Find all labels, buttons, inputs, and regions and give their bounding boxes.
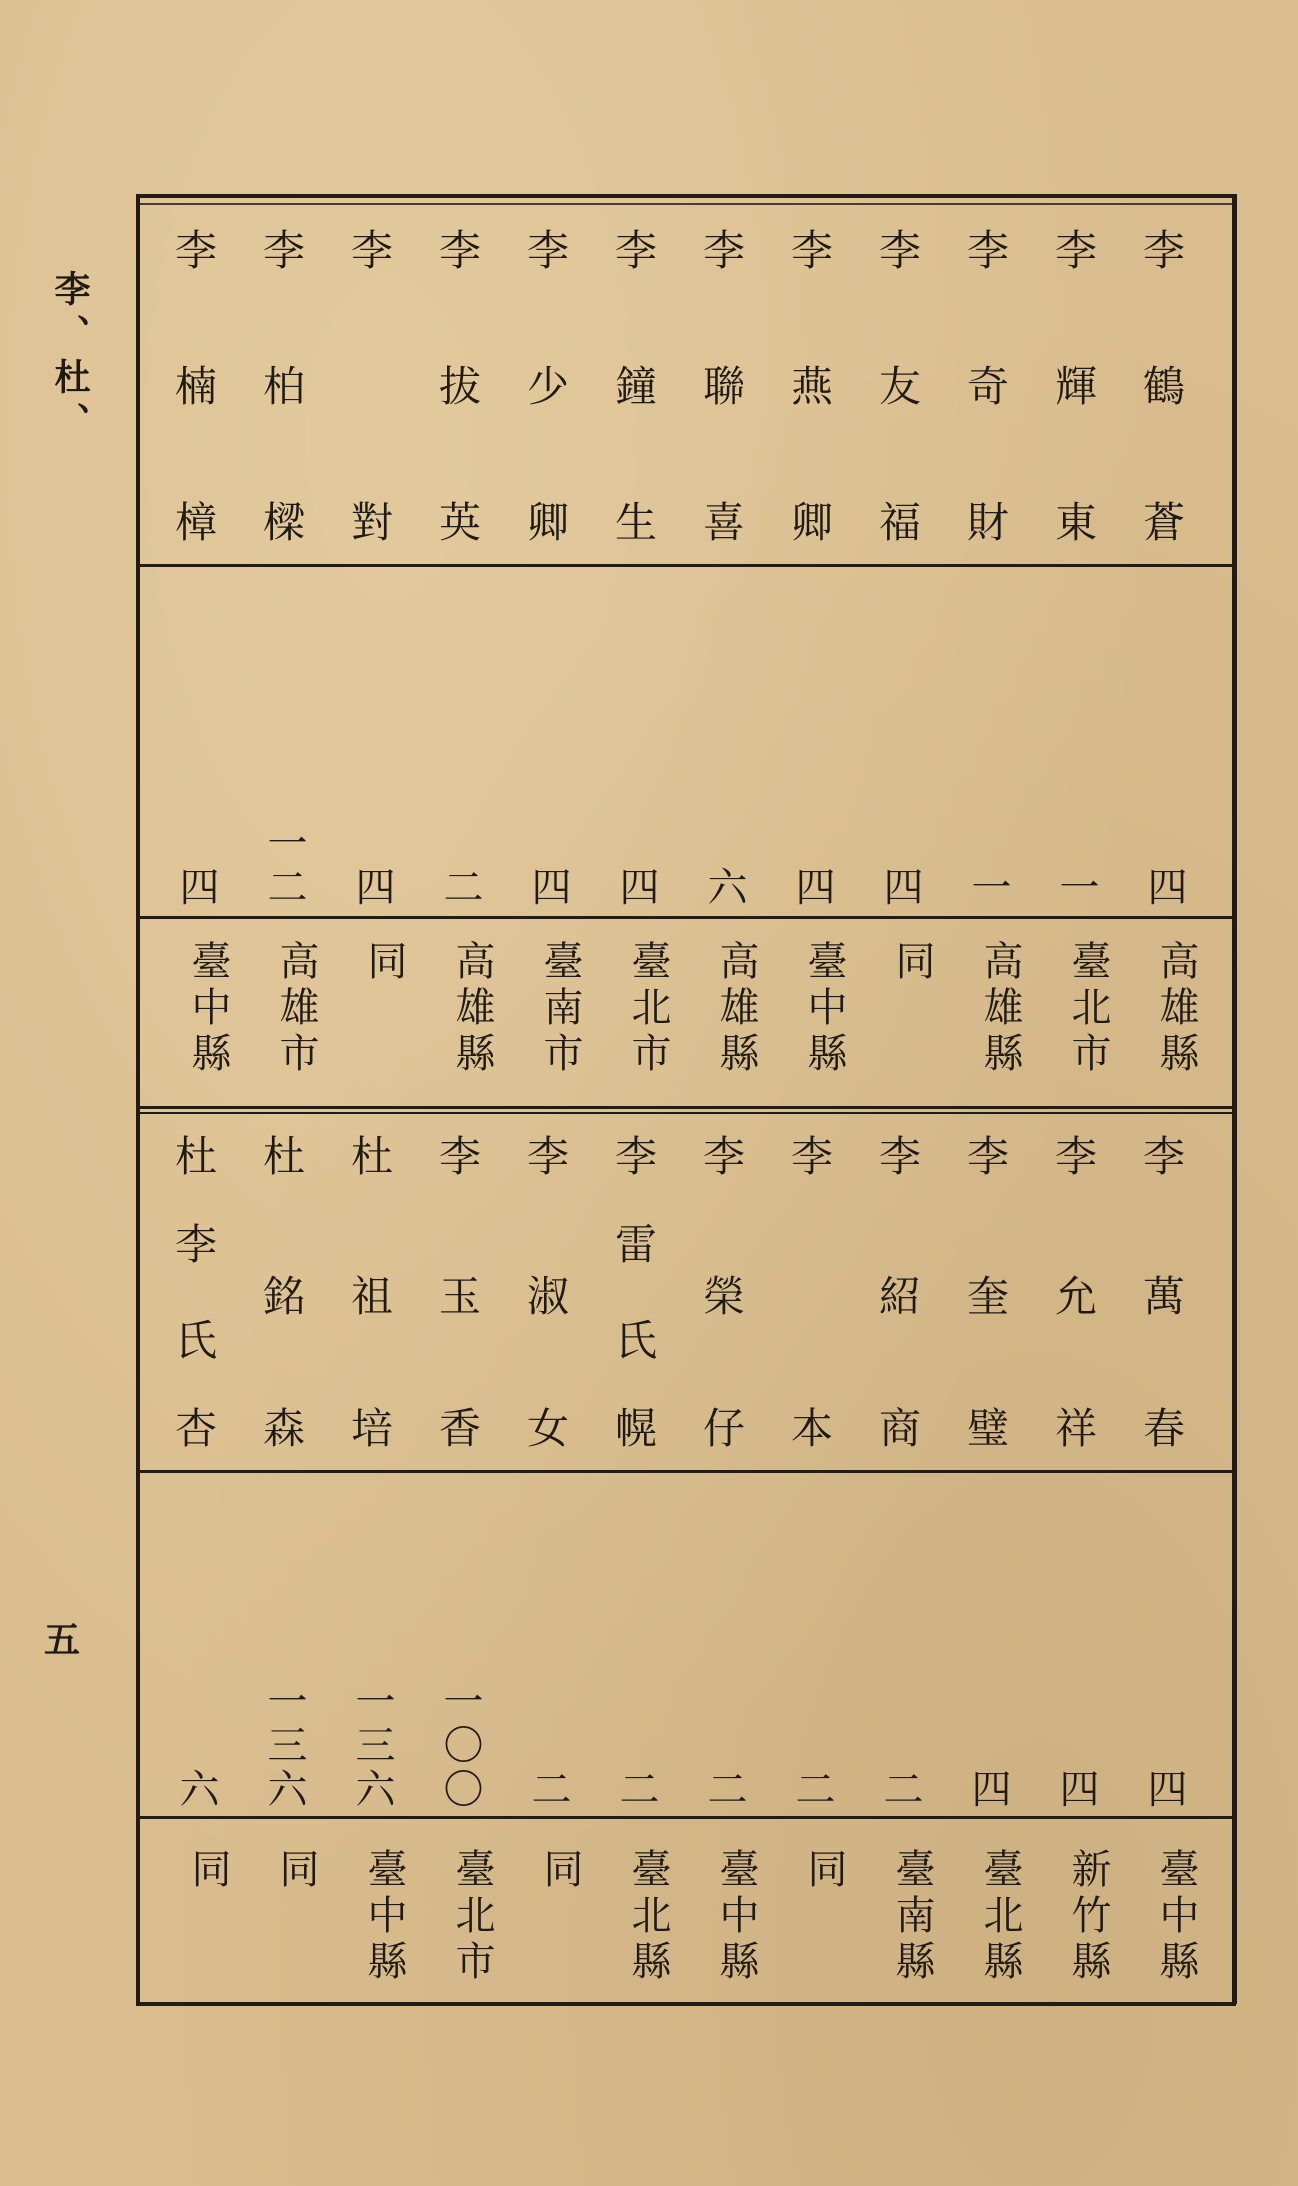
name-char: 允 bbox=[1054, 1272, 1097, 1321]
entry-place: 臺北市 bbox=[625, 940, 671, 1078]
name-char: 雷 bbox=[614, 1220, 657, 1269]
name-char: 聯 bbox=[702, 362, 745, 411]
entry-number: 二 bbox=[525, 1768, 571, 1812]
name-char: 李 bbox=[350, 226, 393, 275]
name-char: 李 bbox=[1142, 226, 1185, 275]
name-char: 燕 bbox=[790, 362, 833, 411]
entry-place: 新竹縣 bbox=[1065, 1848, 1111, 1986]
name-char: 李 bbox=[966, 226, 1009, 275]
entry-number: 一〇〇 bbox=[437, 1680, 483, 1812]
name-char: 氏 bbox=[614, 1316, 657, 1365]
divider-lower-numbers bbox=[140, 1816, 1232, 1819]
table-border-top bbox=[138, 194, 1236, 198]
entry-place: 臺南縣 bbox=[889, 1848, 935, 1986]
name-char: 璧 bbox=[966, 1404, 1009, 1453]
name-char: 李 bbox=[438, 226, 481, 275]
name-char: 幌 bbox=[614, 1404, 657, 1453]
name-char: 樟 bbox=[174, 498, 217, 547]
name-char: 杏 bbox=[174, 1404, 217, 1453]
entry-place: 臺北市 bbox=[449, 1848, 495, 1986]
entry-place: 臺北縣 bbox=[977, 1848, 1023, 1986]
name-char: 李 bbox=[174, 1220, 217, 1269]
name-char: 培 bbox=[350, 1404, 393, 1453]
name-char: 李 bbox=[174, 226, 217, 275]
name-char: 友 bbox=[878, 362, 921, 411]
entry-place: 同 bbox=[361, 940, 407, 986]
name-char: 李 bbox=[614, 226, 657, 275]
divider-upper-numbers bbox=[140, 916, 1232, 919]
name-char: 李 bbox=[438, 1132, 481, 1181]
name-char: 香 bbox=[438, 1404, 481, 1453]
name-char: 祥 bbox=[1054, 1404, 1097, 1453]
name-char: 李 bbox=[878, 226, 921, 275]
name-char: 氏 bbox=[174, 1316, 217, 1365]
name-char: 祖 bbox=[350, 1272, 393, 1321]
entry-number: 一 bbox=[965, 866, 1011, 910]
entry-place: 同 bbox=[273, 1848, 319, 1894]
entry-place: 臺中縣 bbox=[361, 1848, 407, 1986]
name-char: 卿 bbox=[790, 498, 833, 547]
name-char: 奎 bbox=[966, 1272, 1009, 1321]
entry-number: 二 bbox=[877, 1768, 923, 1812]
name-char: 鐘 bbox=[614, 362, 657, 411]
entry-number: 四 bbox=[1141, 1768, 1187, 1812]
name-char: 榮 bbox=[702, 1272, 745, 1321]
name-char: 玉 bbox=[438, 1272, 481, 1321]
divider-upper-names bbox=[140, 564, 1232, 567]
name-char: 財 bbox=[966, 498, 1009, 547]
name-char: 李 bbox=[790, 226, 833, 275]
entry-number: 四 bbox=[525, 866, 571, 910]
name-char: 銘 bbox=[262, 1272, 305, 1321]
name-char: 杜 bbox=[262, 1132, 305, 1181]
name-char: 淑 bbox=[526, 1272, 569, 1321]
name-char: 李 bbox=[614, 1132, 657, 1181]
entry-place: 高雄縣 bbox=[449, 940, 495, 1078]
entry-place: 同 bbox=[537, 1848, 583, 1894]
entry-place: 臺中縣 bbox=[1153, 1848, 1199, 1986]
name-char: 喜 bbox=[702, 498, 745, 547]
entry-number: 四 bbox=[349, 866, 395, 910]
table-border-bottom bbox=[136, 2002, 1236, 2006]
name-char: 少 bbox=[526, 362, 569, 411]
name-char: 仔 bbox=[702, 1404, 745, 1453]
entry-number: 一三六 bbox=[349, 1680, 395, 1812]
name-char: 李 bbox=[702, 1132, 745, 1181]
name-char: 杜 bbox=[350, 1132, 393, 1181]
name-char: 李 bbox=[262, 226, 305, 275]
entry-number: 四 bbox=[789, 866, 835, 910]
entry-number: 四 bbox=[613, 866, 659, 910]
name-char: 楠 bbox=[174, 362, 217, 411]
entry-number: 一 bbox=[1053, 866, 1099, 910]
entry-place: 臺北縣 bbox=[625, 1848, 671, 1986]
entry-number: 一二 bbox=[261, 822, 307, 910]
side-heading: 李、杜、 bbox=[49, 270, 91, 446]
entry-number: 四 bbox=[1053, 1768, 1099, 1812]
entry-number: 二 bbox=[613, 1768, 659, 1812]
entry-place: 同 bbox=[889, 940, 935, 986]
name-char: 紹 bbox=[878, 1272, 921, 1321]
name-char: 李 bbox=[526, 226, 569, 275]
entry-place: 高雄市 bbox=[273, 940, 319, 1078]
entry-place: 同 bbox=[185, 1848, 231, 1894]
page-number: 五 bbox=[44, 1619, 81, 1661]
name-char: 蒼 bbox=[1142, 498, 1185, 547]
entry-place: 臺北市 bbox=[1065, 940, 1111, 1078]
entry-place: 臺中縣 bbox=[713, 1848, 759, 1986]
name-char: 生 bbox=[614, 498, 657, 547]
divider-section-2 bbox=[140, 1112, 1232, 1114]
name-char: 樑 bbox=[262, 498, 305, 547]
entry-place: 臺南市 bbox=[537, 940, 583, 1078]
divider-lower-names bbox=[140, 1470, 1232, 1473]
table-border-right bbox=[1232, 194, 1237, 2004]
name-char: 對 bbox=[350, 498, 393, 547]
entry-number: 二 bbox=[789, 1768, 835, 1812]
entry-number: 四 bbox=[1141, 866, 1187, 910]
name-char: 萬 bbox=[1142, 1272, 1185, 1321]
name-char: 本 bbox=[790, 1404, 833, 1453]
name-char: 李 bbox=[790, 1132, 833, 1181]
entry-number: 四 bbox=[877, 866, 923, 910]
name-char: 女 bbox=[526, 1404, 569, 1453]
entry-number: 六 bbox=[701, 866, 747, 910]
name-char: 李 bbox=[1054, 1132, 1097, 1181]
entry-number: 二 bbox=[701, 1768, 747, 1812]
name-char: 李 bbox=[1142, 1132, 1185, 1181]
name-char: 奇 bbox=[966, 362, 1009, 411]
name-char: 柏 bbox=[262, 362, 305, 411]
divider-section-1 bbox=[140, 1106, 1232, 1109]
name-char: 杜 bbox=[174, 1132, 217, 1181]
name-char: 李 bbox=[1054, 226, 1097, 275]
name-char: 東 bbox=[1054, 498, 1097, 547]
table-border-top-inner bbox=[138, 203, 1236, 205]
name-char: 福 bbox=[878, 498, 921, 547]
name-char: 英 bbox=[438, 498, 481, 547]
entry-place: 同 bbox=[801, 1848, 847, 1894]
name-char: 鶴 bbox=[1142, 362, 1185, 411]
name-char: 輝 bbox=[1054, 362, 1097, 411]
name-char: 李 bbox=[702, 226, 745, 275]
entry-place: 高雄縣 bbox=[713, 940, 759, 1078]
name-char: 李 bbox=[526, 1132, 569, 1181]
entry-place: 高雄縣 bbox=[1153, 940, 1199, 1078]
name-char: 李 bbox=[966, 1132, 1009, 1181]
entry-place: 臺中縣 bbox=[801, 940, 847, 1078]
table-border-left bbox=[136, 194, 140, 2004]
entry-number: 六 bbox=[173, 1768, 219, 1812]
name-char: 春 bbox=[1142, 1404, 1185, 1453]
name-char: 商 bbox=[878, 1404, 921, 1453]
entry-place: 高雄縣 bbox=[977, 940, 1023, 1078]
entry-place: 臺中縣 bbox=[185, 940, 231, 1078]
entry-number: 二 bbox=[437, 866, 483, 910]
name-char: 李 bbox=[878, 1132, 921, 1181]
name-char: 卿 bbox=[526, 498, 569, 547]
entry-number: 四 bbox=[965, 1768, 1011, 1812]
name-char: 拔 bbox=[438, 362, 481, 411]
entry-number: 四 bbox=[173, 866, 219, 910]
entry-number: 一三六 bbox=[261, 1680, 307, 1812]
name-char: 森 bbox=[262, 1404, 305, 1453]
